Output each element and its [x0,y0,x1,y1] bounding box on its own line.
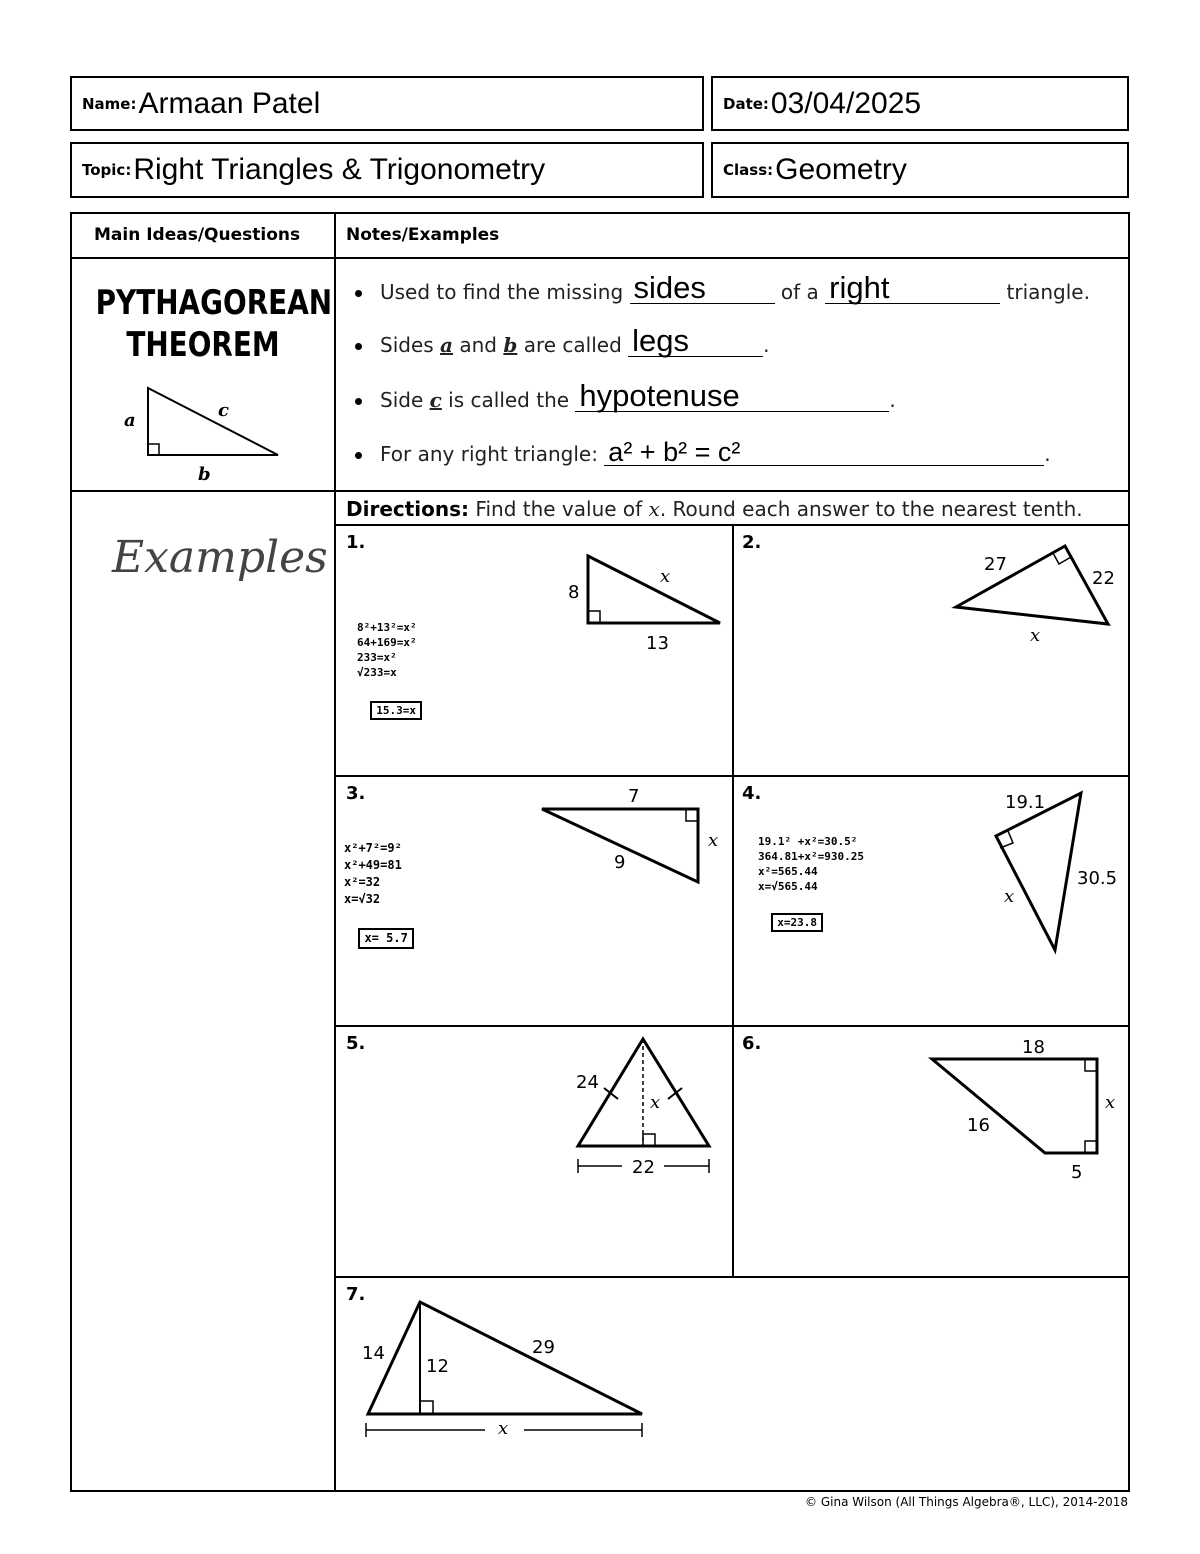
class-label: Class: [723,161,774,179]
name-value: Armaan Patel [138,86,321,120]
theorem-row-divider [70,490,1130,492]
bullet-dot [355,290,362,297]
note-bullet-1: Used to find the missing sides of a right triangle. [355,280,1090,304]
problem-number-6: 6. [742,1033,762,1054]
side-b-label: b [198,464,211,485]
side-c-label: c [218,400,229,421]
date-value: 03/04/2025 [770,86,922,120]
theorem-triangle-diagram [110,378,310,488]
p7-label-29: 29 [532,1337,555,1358]
p5-label-22: 22 [632,1157,655,1178]
directions-label: Directions: [346,497,470,521]
answer-blank-legs[interactable]: legs [628,334,763,357]
bullet-dot [355,452,362,459]
work-problem-1: 8²+13²=x² 64+169=x² 233=x² √233=x 15.3=x [357,590,422,720]
examples-label: Examples [112,532,328,583]
column-divider [334,212,336,1492]
note-bullet-4: For any right triangle: a² + b² = c² . [355,442,1051,466]
answer-box-3: x= 5.7 [358,928,413,949]
topic-value: Right Triangles & Trigonometry [133,153,546,186]
answer-blank-right[interactable]: right [825,281,1000,304]
col2-header: Notes/Examples [346,225,500,245]
p4-label-19-1: 19.1 [1005,792,1046,813]
p2-label-27: 27 [984,554,1007,575]
theorem-title [95,282,333,366]
name-label: Name: [82,94,137,113]
p6-label-18: 18 [1022,1037,1045,1058]
p7-label-12: 12 [426,1356,449,1377]
p3-label-x: x [708,830,719,851]
problem-number-3: 3. [346,783,366,804]
problem-number-4: 4. [742,783,762,804]
note-bullet-2: Sides a and b are called legs . [355,333,770,357]
p5-label-x: x [650,1092,661,1113]
p7-label-x: x [498,1418,509,1439]
answer-blank-formula[interactable]: a² + b² = c² [604,443,1044,466]
header-row-divider [70,257,1130,259]
theorem-title-line1: PYTHAGOREAN [95,283,333,323]
theorem-triangle [148,388,278,455]
copyright: © Gina Wilson (All Things Algebra®, LLC), 2014-2018 [805,1495,1128,1509]
answer-box-4: x=23.8 [771,913,823,932]
p4-label-30-5: 30.5 [1077,868,1118,889]
bullet-dot [355,398,362,405]
problem-number-2: 2. [742,532,762,553]
note-bullet-3: Side c is called the hypotenuse . [355,388,896,412]
problem-number-5: 5. [346,1033,366,1054]
work-problem-4: 19.1² +x²=30.5² 364.81+x²=930.25 x²=565.44 x=√565.44 x=23.8 [758,804,864,932]
problem-number-7: 7. [346,1284,366,1305]
p1-label-x: x [660,566,671,587]
theorem-title-line2: THEOREM [126,325,280,365]
work-problem-3: x²+7²=9² x²+49=81 x²=32 x=√32 x= 5.7 [344,806,414,949]
name-field[interactable] [70,76,704,131]
p2-label-22: 22 [1092,568,1115,589]
topic-label: Topic: [82,161,132,179]
p6-label-5: 5 [1071,1162,1083,1183]
answer-blank-sides[interactable]: sides [630,281,775,304]
p6-label-x: x [1105,1092,1116,1113]
right-angle-mark [148,444,159,455]
date-field[interactable] [711,76,1129,131]
col1-header: Main Ideas/Questions [94,225,301,245]
p6-label-16: 16 [967,1115,990,1136]
bullet-dot [355,343,362,350]
class-field[interactable] [711,142,1129,198]
class-value: Geometry [775,153,907,186]
answer-blank-hypotenuse[interactable]: hypotenuse [575,389,889,412]
p3-label-9: 9 [614,852,626,873]
topic-field[interactable] [70,142,704,198]
p5-label-24: 24 [576,1072,599,1093]
p1-label-8: 8 [568,582,580,603]
date-label: Date: [723,94,769,113]
side-a-label: a [124,410,136,431]
p2-label-x: x [1030,625,1041,646]
answer-box-1: 15.3=x [370,701,422,720]
p7-label-14: 14 [362,1343,385,1364]
p3-label-7: 7 [628,786,640,807]
p1-label-13: 13 [646,633,669,654]
p4-label-x: x [1004,886,1015,907]
directions: Directions: Find the value of x. Round each answer to the nearest tenth. [346,497,1083,521]
problem-column-divider [732,524,734,1277]
problem-number-1: 1. [346,532,366,553]
